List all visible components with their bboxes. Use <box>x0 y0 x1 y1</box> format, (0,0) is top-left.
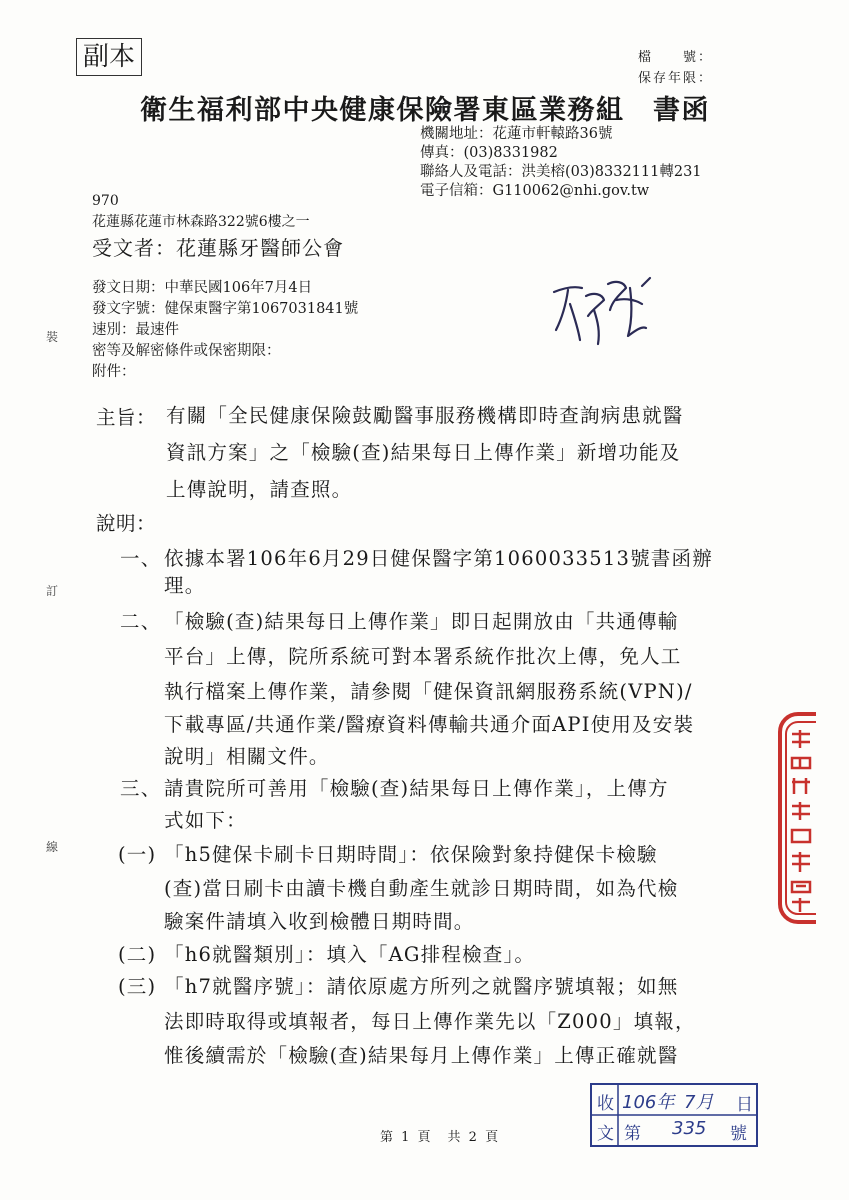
subject-label: 主旨： <box>96 406 157 429</box>
subitem-line: (查)當日刷卡由讀卡機自動產生就診日期時間，如為代檢 <box>164 877 679 900</box>
received-number: 335 <box>672 1118 707 1139</box>
subitem-line: 「h6就醫類別」：填入「AG排程檢查」。 <box>164 943 536 966</box>
item-line: 平台」上傳，院所系統可對本署系統作批次上傳，免人工 <box>164 645 682 668</box>
binding-mark: 裝 <box>46 330 59 344</box>
urgency: 速別：最速件 <box>92 322 179 338</box>
item-line: 請貴院所可善用「檢驗(查)結果每日上傳作業」，上傳方 <box>164 777 669 800</box>
copy-stamp: 副本 <box>76 38 142 76</box>
item-line: 式如下： <box>164 809 247 832</box>
receipt-stamp <box>590 1083 758 1147</box>
item-line: 執行檔案上傳作業，請參閱「健保資訊網服務系統(VPN)/ <box>164 680 693 703</box>
subitem-number: (一) <box>118 843 157 866</box>
item-line: 理。 <box>164 574 206 597</box>
subject-line: 上傳說明，請查照。 <box>166 478 353 501</box>
file-number-label: 檔 號： <box>638 50 714 65</box>
item-line: 依據本署106年6月29日健保醫字第1060033513號書函辦 <box>164 547 713 570</box>
secrecy-level: 密等及解密條件或保密期限： <box>92 343 281 359</box>
page-number: 第 1 頁 共 2 頁 <box>380 1130 501 1145</box>
received-month: 7月 <box>684 1092 714 1113</box>
recipient-address: 花蓮縣花蓮市林森路322號6樓之一 <box>92 214 310 230</box>
document-number: 發文字號：健保東醫字第1067031841號 <box>92 301 359 317</box>
item-number: 三、 <box>120 777 162 800</box>
item-line: 「檢驗(查)結果每日上傳作業」即日起開放由「共通傳輸 <box>164 610 679 633</box>
org-title: 衛生福利部中央健康保險署東區業務組 書函 <box>140 95 710 126</box>
binding-mark: 線 <box>46 840 59 854</box>
org-address: 機關地址：花蓮市軒轅路36號 <box>420 126 613 142</box>
org-email: 電子信箱：G110062@nhi.gov.tw <box>420 183 650 199</box>
subitem-line: 驗案件請填入收到檢體日期時間。 <box>164 910 475 933</box>
org-fax: 傳真：(03)8331982 <box>420 145 558 161</box>
binding-mark: 訂 <box>46 584 59 598</box>
subitem-number: (二) <box>118 943 157 966</box>
item-number: 二、 <box>120 610 162 633</box>
recipient-name: 受文者：花蓮縣牙醫師公會 <box>92 236 344 260</box>
handwritten-signature <box>546 270 666 350</box>
subitem-line: 惟後續需於「檢驗(查)結果每月上傳作業」上傳正確就醫 <box>164 1044 679 1067</box>
recipient-zip: 970 <box>92 193 119 209</box>
subject-line: 有關「全民健康保險鼓勵醫事服務機構即時查詢病患就醫 <box>166 404 684 427</box>
text-label: 文 <box>597 1124 614 1144</box>
subject-line: 資訊方案」之「檢驗(查)結果每日上傳作業」新增功能及 <box>166 441 681 464</box>
subitem-line: 「h7就醫序號」：請依原處方所列之就醫序號填報；如無 <box>164 975 679 998</box>
issue-date: 發文日期：中華民國106年7月4日 <box>92 280 313 296</box>
item-number: 一、 <box>120 547 162 570</box>
item-line: 下載專區/共通作業/醫療資料傳輸共通介面API使用及安裝 <box>164 713 695 736</box>
explanation-label: 說明： <box>96 512 157 535</box>
number-prefix: 第 <box>624 1124 641 1144</box>
number-suffix: 號 <box>730 1124 747 1144</box>
item-line: 說明」相關文件。 <box>164 745 330 768</box>
receipt-label: 收 <box>597 1094 614 1114</box>
subitem-line: 法即時取得或填報者，每日上傳作業先以「Z000」填報， <box>164 1010 696 1033</box>
org-contact: 聯絡人及電話：洪美榕(03)8332111轉231 <box>420 164 702 180</box>
attachment-label: 附件： <box>92 364 136 380</box>
day-label: 日 <box>736 1095 753 1115</box>
retention-period-label: 保存年限： <box>638 71 714 86</box>
subitem-number: (三) <box>118 975 157 998</box>
received-year: 106年 <box>622 1092 675 1113</box>
subitem-line: 「h5健保卡刷卡日期時間」：依保險對象持健保卡檢驗 <box>164 843 658 866</box>
red-seal <box>776 712 816 924</box>
